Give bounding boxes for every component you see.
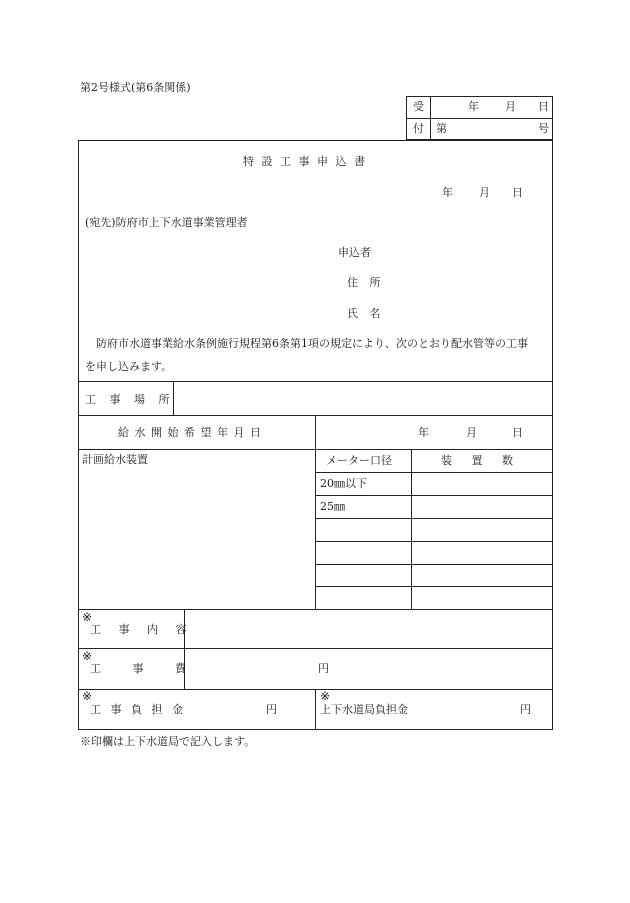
office-use-mark: ※ xyxy=(82,649,93,663)
burden-unit: 円 xyxy=(266,703,277,716)
date-day: 日 xyxy=(512,186,523,199)
bureau-burden-unit: 円 xyxy=(520,703,531,716)
date-year: 年 xyxy=(442,186,453,199)
body-text-line2: を申し込みます。 xyxy=(85,360,173,373)
footnote: ※印欄は上下水道局で記入します。 xyxy=(80,735,256,748)
office-use-mark: ※ xyxy=(82,689,93,703)
meter-size-row: 25㎜ xyxy=(320,500,345,513)
bureau-burden-label: 上下水道局負担金 xyxy=(320,703,408,716)
site-label: 工 事 場 所 xyxy=(85,393,175,406)
receipt-no-prefix: 第 xyxy=(436,122,447,135)
form-number: 第2号様式(第6条関係) xyxy=(80,81,191,94)
start-date-year: 年 xyxy=(418,426,429,439)
applicant-address-label: 住 所 xyxy=(347,276,385,289)
receipt-month: 月 xyxy=(505,100,516,113)
body-text-line1: 防府市水道事業給水条例施行規程第6条第1項の規定により、次のとおり配水管等の工事 xyxy=(96,337,528,350)
meter-header: メーター口径 xyxy=(326,454,392,467)
office-use-mark: ※ xyxy=(320,689,331,703)
start-date-label: 給 水 開 始 希 望 年 月 日 xyxy=(118,426,262,439)
plan-label: 計画給水装置 xyxy=(82,453,148,466)
meter-size-row: 20㎜以下 xyxy=(320,477,367,490)
applicant-label: 申込者 xyxy=(338,246,371,259)
cost-unit: 円 xyxy=(318,662,329,675)
receipt-year: 年 xyxy=(468,100,479,113)
site-field[interactable] xyxy=(175,383,551,413)
start-date-day: 日 xyxy=(512,426,523,439)
burden-label: 工 事 負 担 金 xyxy=(90,703,186,716)
start-date-month: 月 xyxy=(466,426,477,439)
count-header: 装 置 数 xyxy=(441,454,521,467)
form-title: 特 設 工 事 申 込 書 xyxy=(243,155,367,168)
addressee: (宛先)防府市上下水道事業管理者 xyxy=(85,216,248,229)
content-label: 工 事 内 容 xyxy=(90,623,194,636)
office-use-mark: ※ xyxy=(82,610,93,624)
applicant-name-label: 氏 名 xyxy=(347,307,385,320)
receipt-no-suffix: 号 xyxy=(538,122,549,135)
date-month: 月 xyxy=(479,186,490,199)
cost-label: 工 事 費 xyxy=(90,662,200,675)
receipt-label-top: 受 xyxy=(413,100,424,113)
receipt-day: 日 xyxy=(538,100,549,113)
receipt-label-bottom: 付 xyxy=(413,122,424,135)
